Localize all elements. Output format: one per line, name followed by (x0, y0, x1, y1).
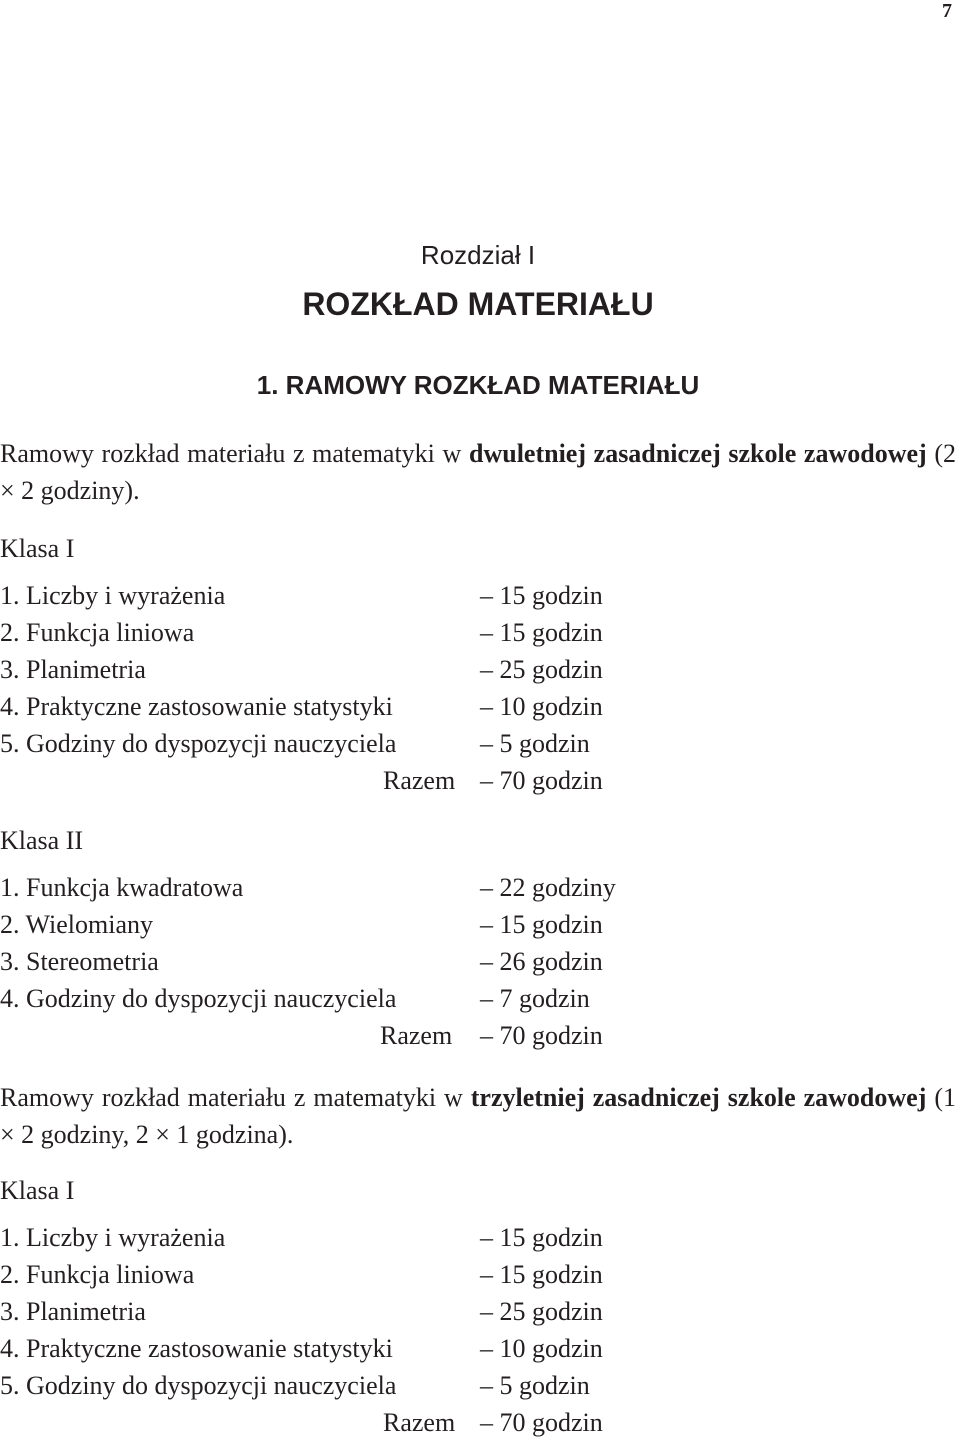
item-hours: – 26 godzin (480, 947, 603, 976)
school-type: dwuletniej zasadniczej szkole zawodowej (469, 439, 927, 468)
item-label: 3. Stereometria (0, 947, 159, 976)
list-item (0, 1330, 956, 1367)
item-hours: – 15 godzin (480, 1260, 603, 1289)
list-item (0, 1219, 956, 1256)
item-label: 3. Planimetria (0, 655, 146, 684)
item-hours: – 10 godzin (480, 1334, 603, 1363)
item-label: 2. Wielomiany (0, 910, 154, 939)
item-hours: – 15 godzin (480, 1223, 603, 1252)
item-label: 2. Funkcja liniowa (0, 618, 195, 647)
item-hours: – 15 godzin (480, 618, 603, 647)
total-hours: – 70 godzin (480, 1021, 603, 1050)
item-hours: – 7 godzin (480, 984, 590, 1013)
item-label: 5. Godziny do dyspozycji nauczyciela (0, 1371, 397, 1400)
page-number: 7 (942, 0, 952, 22)
list-item (0, 577, 956, 614)
total-hours: – 70 godzin (480, 1408, 603, 1437)
school-type: trzyletniej zasadniczej szkole zawodowej (470, 1083, 927, 1112)
item-label: 3. Planimetria (0, 1297, 146, 1326)
list-item (0, 1256, 956, 1293)
item-hours: – 25 godzin (480, 655, 603, 684)
school2-intro: Ramowy rozkład materiału z matematyki w trzyletniej zasadniczej szkole zawodowej (1 × 2 godziny, 2 × 1 godzina). (0, 1083, 956, 1149)
item-hours: – 25 godzin (480, 1297, 603, 1326)
total-label: Razem (383, 766, 456, 795)
list-item (0, 906, 956, 943)
item-label: 1. Liczby i wyrażenia (0, 581, 226, 610)
list-item (0, 688, 956, 725)
item-hours: – 22 godziny (480, 873, 616, 902)
item-hours: – 10 godzin (480, 692, 603, 721)
list-item (0, 651, 956, 688)
total-hours: – 70 godzin (480, 766, 603, 795)
list-item (0, 980, 956, 1017)
item-hours: – 5 godzin (480, 729, 590, 758)
list-item (0, 869, 956, 906)
section-title: 1. RAMOWY ROZKŁAD MATERIAŁU (256, 370, 700, 400)
total-label: Razem (380, 1021, 453, 1050)
class-heading: Klasa I (0, 534, 75, 563)
class-heading: Klasa II (0, 826, 84, 855)
school1-intro: Ramowy rozkład materiału z matematyki w dwuletniej zasadniczej szkole zawodowej (2 × 2 godziny). (0, 439, 956, 505)
list-item (0, 1367, 956, 1404)
chapter-label: Rozdział I (420, 240, 536, 270)
class-heading: Klasa I (0, 1176, 75, 1205)
list-item (0, 943, 956, 980)
item-label: 2. Funkcja liniowa (0, 1260, 195, 1289)
item-label: 1. Funkcja kwadratowa (0, 873, 244, 902)
item-label: 4. Praktyczne zastosowanie statystyki (0, 1334, 393, 1363)
total-label: Razem (383, 1408, 456, 1437)
item-hours: – 15 godzin (480, 910, 603, 939)
chapter-title: ROZKŁAD MATERIAŁU (302, 286, 654, 322)
item-hours: – 15 godzin (480, 581, 603, 610)
item-label: 5. Godziny do dyspozycji nauczyciela (0, 729, 397, 758)
list-item (0, 725, 956, 762)
item-label: 1. Liczby i wyrażenia (0, 1223, 226, 1252)
list-item (0, 1293, 956, 1330)
item-label: 4. Praktyczne zastosowanie statystyki (0, 692, 393, 721)
item-label: 4. Godziny do dyspozycji nauczyciela (0, 984, 397, 1013)
list-item (0, 614, 956, 651)
item-hours: – 5 godzin (480, 1371, 590, 1400)
